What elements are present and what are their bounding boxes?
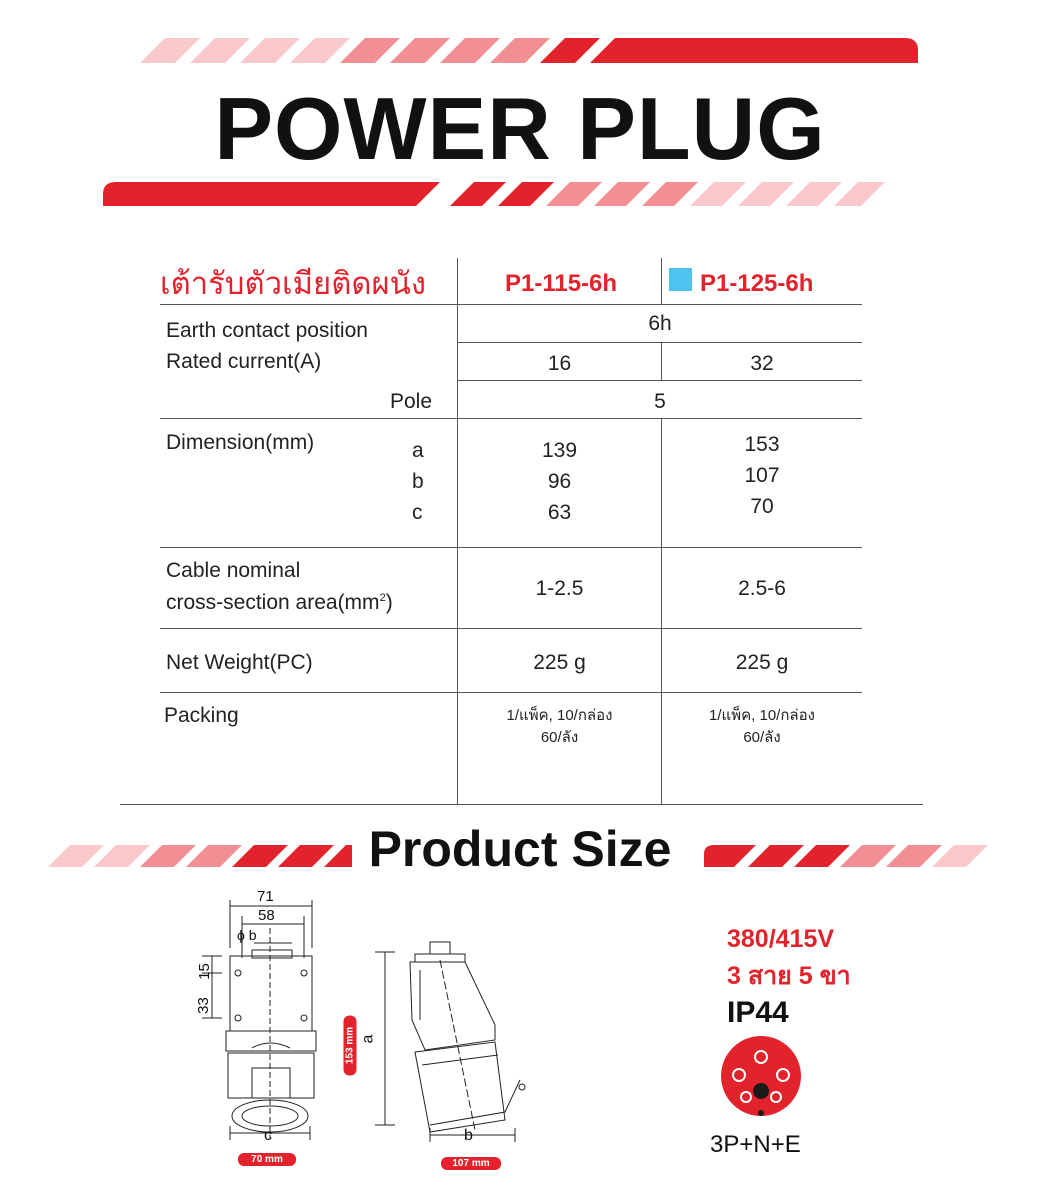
- plug-face-icon: [718, 1033, 808, 1123]
- dimension-letter-c: c: [412, 501, 423, 524]
- table-rule: [160, 547, 862, 548]
- net-weight-label: Net Weight(PC): [166, 651, 313, 674]
- cable-area-model-1: 1-2.5: [535, 577, 584, 600]
- wire-pin-label: 3 สาย 5 ขา: [727, 962, 851, 990]
- rated-current-label: Rated current(A): [166, 350, 322, 373]
- model-color-swatch: [669, 268, 692, 291]
- dimension-letter-a: a: [412, 439, 424, 462]
- packing-model-2: [662, 705, 862, 749]
- model-1-header: P1-115-6h: [505, 270, 618, 297]
- rated-current-model-1: 16: [547, 352, 572, 375]
- packing-label: Packing: [164, 704, 239, 727]
- dimension-b-model-1: 96: [547, 470, 572, 493]
- dimension-a-model-1: 139: [541, 439, 578, 462]
- net-weight-model-2: 225 g: [735, 651, 789, 674]
- dim-phi-b: ϕ b: [237, 927, 257, 943]
- dim-15: 15: [195, 963, 213, 980]
- earth-contact-label: Earth contact position: [166, 319, 368, 342]
- table-rule: [458, 380, 862, 381]
- dimension-c-model-2: 70: [750, 495, 774, 518]
- packing-model-1-line-1: 1/แพ็ค, 10/กล่อง: [506, 707, 613, 724]
- table-column-divider: [661, 258, 662, 305]
- cable-label-superscript: 2: [379, 592, 386, 604]
- side-view-drawing: [370, 940, 550, 1165]
- table-rule: [160, 304, 862, 305]
- side-view-height-tag: 153 mm: [344, 1016, 357, 1076]
- section-right-stripes: [700, 840, 1000, 870]
- spec-table-title: เต้ารับตัวเมียติดผนัง: [160, 266, 426, 301]
- front-view-drawing: [192, 888, 342, 1163]
- dim-c: c: [264, 1127, 272, 1144]
- cable-area-model-2: 2.5-6: [738, 577, 786, 600]
- side-view-width-tag: 107 mm: [441, 1157, 501, 1170]
- cable-label-line-2: cross-section $area(mm^2)$: [166, 591, 393, 614]
- earth-contact-value: 6h: [648, 312, 672, 335]
- packing-model-2-line-1: 1/แพ็ค, 10/กล่อง: [709, 707, 815, 724]
- dimension-b-model-2: 107: [744, 464, 780, 487]
- rated-current-model-2: 32: [750, 352, 774, 375]
- dim-71: 71: [257, 888, 274, 905]
- product-size-title: Product Size: [368, 821, 672, 877]
- voltage-label: 380/415V: [727, 925, 835, 953]
- bottom-stripe-band: [0, 178, 1040, 218]
- dim-58: 58: [258, 907, 275, 924]
- cable-label-line-1: Cable nominal: [166, 559, 301, 582]
- dimension-label: Dimension(mm): [166, 431, 315, 454]
- dimension-a-model-2: 153: [744, 433, 780, 456]
- packing-model-1-line-2: 60/ลัง: [540, 729, 579, 746]
- table-rule: [160, 692, 862, 693]
- dim-33: 33: [194, 997, 212, 1014]
- plug-configuration: 3P+N+E: [710, 1131, 801, 1158]
- table-rule: [160, 628, 862, 629]
- table-bottom-rule: [120, 804, 923, 805]
- pole-label: Pole: [390, 390, 433, 413]
- front-view-width-tag: 70 mm: [238, 1153, 296, 1166]
- dimension-letter-b: b: [412, 470, 424, 493]
- model-2-header: P1-125-6h: [700, 270, 814, 297]
- dim-a: a: [359, 1034, 377, 1044]
- dimension-c-model-1: 63: [547, 501, 572, 524]
- table-rule: [160, 418, 862, 419]
- page-title: POWER PLUG: [214, 79, 826, 178]
- packing-model-2-line-2: 60/ลัง: [743, 729, 781, 746]
- ip-rating: IP44: [727, 996, 789, 1029]
- net-weight-model-1: 225 g: [533, 651, 586, 674]
- table-rule: [458, 342, 862, 343]
- dim-b: b: [464, 1127, 473, 1144]
- pole-value: 5: [654, 390, 666, 413]
- packing-model-1: [458, 705, 661, 749]
